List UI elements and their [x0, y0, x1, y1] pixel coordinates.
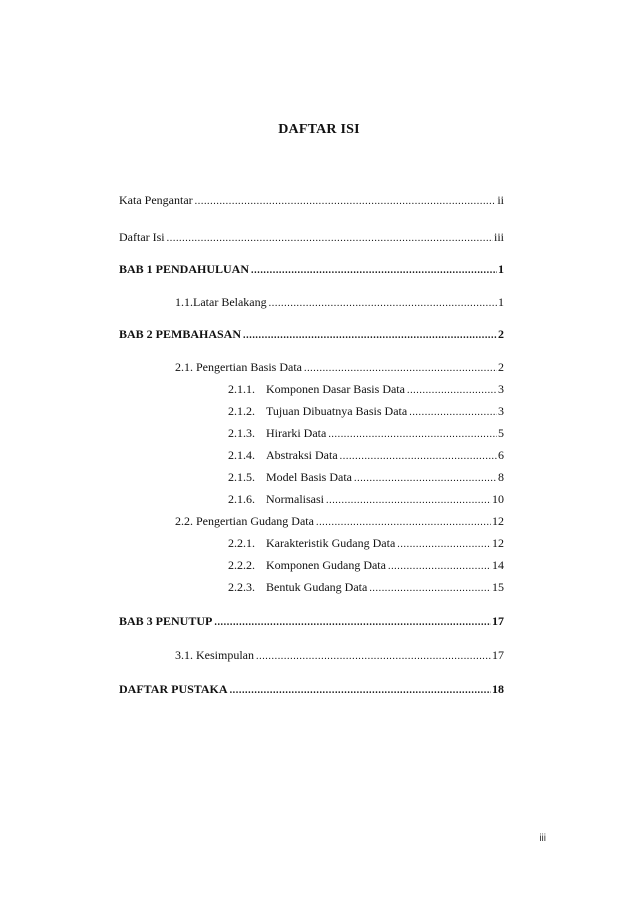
toc-entry-label: Komponen Gudang Data: [266, 558, 386, 572]
dot-leader: [269, 297, 497, 311]
dot-leader: [304, 362, 497, 376]
toc-entry-bab-1[interactable]: [119, 262, 504, 278]
toc-entry-tujuan[interactable]: [228, 404, 504, 420]
toc-entry-label: DAFTAR PUSTAKA: [119, 682, 228, 696]
toc-page-number: 3: [498, 382, 504, 396]
toc-page-number: 12: [492, 536, 504, 550]
toc-page-number: 1: [498, 262, 504, 276]
toc-page-number: 5: [498, 426, 504, 440]
toc-entry-daftar-isi[interactable]: [119, 230, 504, 246]
toc-page-number: 6: [498, 448, 504, 462]
toc-entry-label: Daftar Isi: [119, 230, 165, 244]
toc-entry-abstraksi[interactable]: [228, 448, 504, 464]
toc-entry-label: BAB 3 PENUTUP: [119, 614, 213, 628]
toc-entry-label: Bentuk Gudang Data: [266, 580, 368, 594]
toc-page-number: 14: [492, 558, 504, 572]
toc-entry-kesimpulan[interactable]: [175, 648, 504, 664]
dot-leader: [256, 650, 491, 664]
toc-entry-label: Abstraksi Data: [266, 448, 338, 462]
section-number: 2.2.1.: [228, 536, 255, 550]
toc-entry-label: 2.2. Pengertian Gudang Data: [175, 514, 314, 528]
toc-entry-komponen-dasar[interactable]: [228, 382, 504, 398]
toc-page-number: 17: [492, 648, 504, 662]
dot-leader: [369, 582, 491, 596]
toc-entry-hirarki[interactable]: [228, 426, 504, 442]
toc-page-number: iii: [493, 230, 504, 244]
dot-leader: [326, 494, 491, 508]
toc-entry-label: Tujuan Dibuatnya Basis Data: [266, 404, 408, 418]
toc-entry-daftar-pustaka[interactable]: [119, 682, 504, 698]
toc-entry-latar-belakang[interactable]: [175, 295, 504, 311]
toc-page-number: 18: [492, 682, 504, 696]
toc-entry-komponen-gudang[interactable]: [228, 558, 504, 574]
dot-leader: [195, 195, 497, 209]
dot-leader: [388, 560, 491, 574]
dot-leader: [230, 684, 491, 698]
section-number: 2.1.1.: [228, 382, 255, 396]
dot-leader: [316, 516, 491, 530]
toc-page-number: 2: [498, 360, 504, 374]
toc-page-number: 1: [498, 295, 504, 309]
toc-entry-label: BAB 2 PEMBAHASAN: [119, 327, 242, 341]
section-number: 2.1.4.: [228, 448, 255, 462]
page-title: DAFTAR ISI: [278, 122, 360, 137]
dot-leader: [243, 329, 497, 343]
dot-leader: [354, 472, 497, 486]
toc-page-number: 12: [492, 514, 504, 528]
toc-page-number: 3: [498, 404, 504, 418]
dot-leader: [407, 384, 497, 398]
page-footer-number: iii: [539, 833, 546, 844]
toc-entry-label: Kata Pengantar: [119, 193, 193, 207]
toc-entry-label: Normalisasi: [266, 492, 324, 506]
toc-entry-normalisasi[interactable]: [228, 492, 504, 508]
section-number: 2.1.3.: [228, 426, 255, 440]
toc-entry-bab-3[interactable]: [119, 614, 504, 630]
toc-entry-kata-pengantar[interactable]: [119, 193, 504, 209]
toc-entry-label: 1.1.Latar Belakang: [175, 295, 267, 309]
section-number: 2.2.2.: [228, 558, 255, 572]
toc-entry-label: 3.1. Kesimpulan: [175, 648, 254, 662]
toc-page-number: 10: [492, 492, 504, 506]
toc-entry-bab-2[interactable]: [119, 327, 504, 343]
toc-entry-label: 2.1. Pengertian Basis Data: [175, 360, 302, 374]
section-number: 2.1.2.: [228, 404, 255, 418]
dot-leader: [251, 264, 497, 278]
toc-entry-pengertian-basis-data[interactable]: [175, 360, 504, 376]
toc-entry-karakteristik[interactable]: [228, 536, 504, 552]
dot-leader: [409, 406, 497, 420]
toc-page-number: 15: [492, 580, 504, 594]
section-number: 2.2.3.: [228, 580, 255, 594]
toc-entry-label: Hirarki Data: [266, 426, 327, 440]
toc-page-number: 17: [492, 614, 504, 628]
toc-entry-bentuk-gudang[interactable]: [228, 580, 504, 596]
dot-leader: [214, 616, 491, 630]
dot-leader: [340, 450, 497, 464]
toc-entry-model[interactable]: [228, 470, 504, 486]
section-number: 2.1.5.: [228, 470, 255, 484]
toc-entry-label: BAB 1 PENDAHULUAN: [119, 262, 250, 276]
toc-entry-label: Komponen Dasar Basis Data: [266, 382, 405, 396]
toc-page-number: ii: [497, 193, 504, 207]
dot-leader: [167, 232, 493, 246]
toc-entry-pengertian-gudang-data[interactable]: [175, 514, 504, 530]
dot-leader: [328, 428, 497, 442]
toc-page-number: 2: [498, 327, 504, 341]
section-number: 2.1.6.: [228, 492, 255, 506]
dot-leader: [397, 538, 491, 552]
toc-page-number: 8: [498, 470, 504, 484]
toc-entry-label: Model Basis Data: [266, 470, 352, 484]
toc-entry-label: Karakteristik Gudang Data: [266, 536, 396, 550]
